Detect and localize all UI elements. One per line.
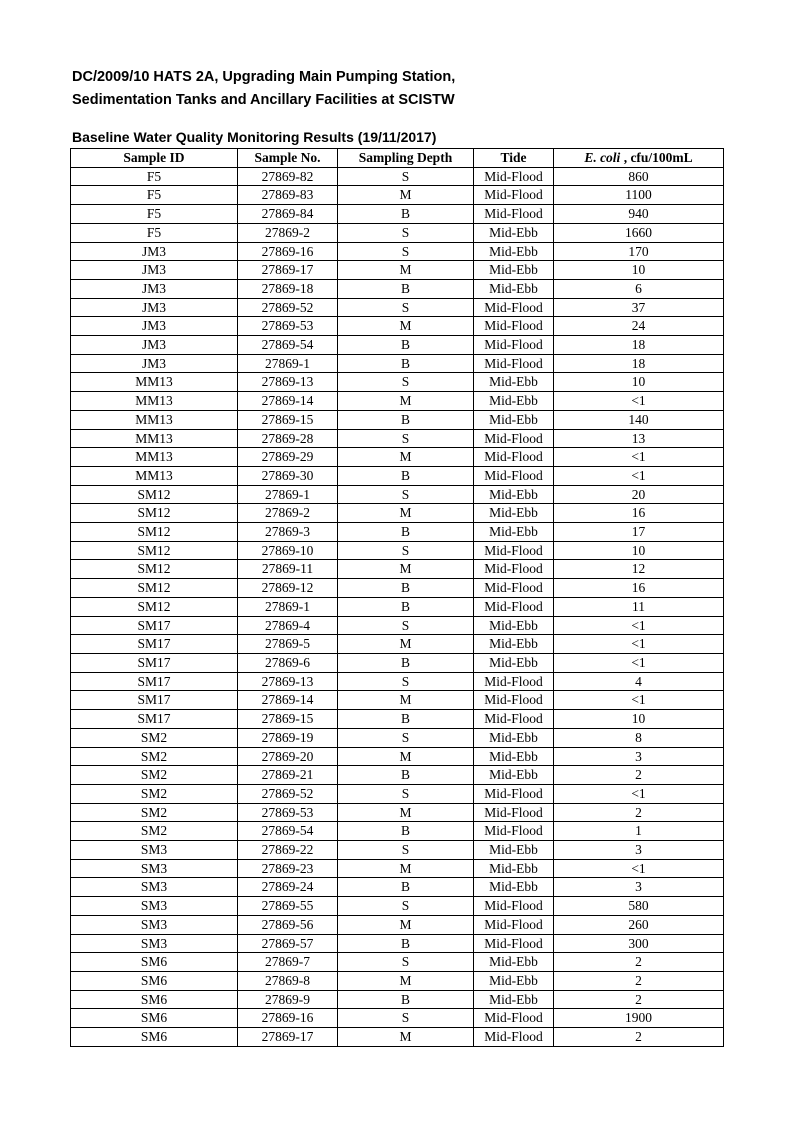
cell-tide: Mid-Ebb <box>474 485 554 504</box>
cell-ecoli: 12 <box>554 560 724 579</box>
cell-sampling-depth: S <box>338 223 474 242</box>
cell-sample-no: 27869-29 <box>238 448 338 467</box>
cell-sample-id: SM2 <box>71 728 238 747</box>
cell-ecoli: 20 <box>554 485 724 504</box>
cell-ecoli: 2 <box>554 766 724 785</box>
column-header-tide: Tide <box>474 149 554 168</box>
cell-sample-id: JM3 <box>71 336 238 355</box>
cell-ecoli: 2 <box>554 953 724 972</box>
cell-sample-id: SM3 <box>71 934 238 953</box>
cell-ecoli: 2 <box>554 990 724 1009</box>
cell-sampling-depth: M <box>338 560 474 579</box>
cell-tide: Mid-Ebb <box>474 971 554 990</box>
table-row <box>71 990 724 1009</box>
cell-ecoli: 300 <box>554 934 724 953</box>
cell-ecoli: 3 <box>554 878 724 897</box>
cell-sample-no: 27869-21 <box>238 766 338 785</box>
cell-sample-id: SM17 <box>71 691 238 710</box>
cell-sample-no: 27869-13 <box>238 672 338 691</box>
cell-sampling-depth: B <box>338 990 474 1009</box>
cell-tide: Mid-Ebb <box>474 523 554 542</box>
cell-sampling-depth: M <box>338 803 474 822</box>
cell-sampling-depth: B <box>338 336 474 355</box>
cell-ecoli: 37 <box>554 298 724 317</box>
cell-sampling-depth: S <box>338 485 474 504</box>
cell-ecoli: 3 <box>554 747 724 766</box>
cell-ecoli: 13 <box>554 429 724 448</box>
cell-tide: Mid-Flood <box>474 354 554 373</box>
cell-sample-no: 27869-1 <box>238 354 338 373</box>
cell-sample-no: 27869-83 <box>238 186 338 205</box>
table-row <box>71 429 724 448</box>
cell-sample-id: SM12 <box>71 560 238 579</box>
cell-sample-id: SM3 <box>71 915 238 934</box>
table-row <box>71 354 724 373</box>
cell-sample-no: 27869-20 <box>238 747 338 766</box>
cell-sampling-depth: M <box>338 859 474 878</box>
cell-sample-no: 27869-4 <box>238 616 338 635</box>
cell-ecoli: 1900 <box>554 1009 724 1028</box>
cell-tide: Mid-Flood <box>474 466 554 485</box>
cell-tide: Mid-Ebb <box>474 616 554 635</box>
cell-sample-no: 27869-1 <box>238 485 338 504</box>
cell-tide: Mid-Ebb <box>474 635 554 654</box>
table-row <box>71 747 724 766</box>
cell-sample-id: SM2 <box>71 784 238 803</box>
cell-sampling-depth: M <box>338 635 474 654</box>
cell-sample-id: SM3 <box>71 841 238 860</box>
cell-sample-no: 27869-57 <box>238 934 338 953</box>
cell-ecoli: 2 <box>554 803 724 822</box>
cell-sampling-depth: S <box>338 298 474 317</box>
table-row <box>71 560 724 579</box>
column-header-ecoli <box>554 149 724 168</box>
cell-sampling-depth: M <box>338 261 474 280</box>
table-row <box>71 410 724 429</box>
cell-ecoli: <1 <box>554 784 724 803</box>
cell-ecoli: <1 <box>554 691 724 710</box>
cell-sample-id: F5 <box>71 205 238 224</box>
cell-tide: Mid-Ebb <box>474 878 554 897</box>
cell-ecoli: <1 <box>554 616 724 635</box>
cell-sampling-depth: B <box>338 410 474 429</box>
cell-sample-no: 27869-55 <box>238 897 338 916</box>
cell-sampling-depth: S <box>338 897 474 916</box>
cell-sample-no: 27869-11 <box>238 560 338 579</box>
cell-sample-id: SM17 <box>71 616 238 635</box>
cell-ecoli: 10 <box>554 261 724 280</box>
cell-sampling-depth: S <box>338 1009 474 1028</box>
cell-sample-id: JM3 <box>71 298 238 317</box>
cell-tide: Mid-Flood <box>474 317 554 336</box>
cell-sampling-depth: B <box>338 205 474 224</box>
cell-sample-id: JM3 <box>71 317 238 336</box>
table-row <box>71 841 724 860</box>
cell-ecoli: <1 <box>554 859 724 878</box>
cell-sampling-depth: S <box>338 841 474 860</box>
cell-sample-id: SM2 <box>71 822 238 841</box>
cell-sample-no: 27869-54 <box>238 822 338 841</box>
cell-sample-no: 27869-13 <box>238 373 338 392</box>
table-row <box>71 485 724 504</box>
table-row <box>71 953 724 972</box>
cell-sampling-depth: S <box>338 672 474 691</box>
cell-sample-id: SM17 <box>71 635 238 654</box>
cell-tide: Mid-Ebb <box>474 653 554 672</box>
cell-tide: Mid-Flood <box>474 691 554 710</box>
cell-tide: Mid-Flood <box>474 336 554 355</box>
cell-tide: Mid-Flood <box>474 1009 554 1028</box>
cell-sample-id: SM17 <box>71 653 238 672</box>
cell-ecoli: <1 <box>554 653 724 672</box>
cell-sample-no: 27869-6 <box>238 653 338 672</box>
cell-sample-id: SM6 <box>71 1028 238 1047</box>
cell-sample-no: 27869-30 <box>238 466 338 485</box>
cell-sampling-depth: B <box>338 878 474 897</box>
cell-tide: Mid-Flood <box>474 803 554 822</box>
report-subtitle: Baseline Water Quality Monitoring Results (19/11/2017) <box>72 129 437 145</box>
cell-sample-no: 27869-54 <box>238 336 338 355</box>
cell-sampling-depth: M <box>338 1028 474 1047</box>
cell-sampling-depth: B <box>338 279 474 298</box>
cell-ecoli: 16 <box>554 504 724 523</box>
cell-sample-no: 27869-5 <box>238 635 338 654</box>
cell-sample-id: SM12 <box>71 504 238 523</box>
cell-tide: Mid-Flood <box>474 897 554 916</box>
cell-sampling-depth: S <box>338 167 474 186</box>
cell-sample-no: 27869-14 <box>238 392 338 411</box>
cell-tide: Mid-Flood <box>474 205 554 224</box>
column-header-sampling-depth: Sampling Depth <box>338 149 474 168</box>
table-row <box>71 672 724 691</box>
cell-sample-id: SM6 <box>71 953 238 972</box>
cell-sample-id: MM13 <box>71 410 238 429</box>
cell-tide: Mid-Flood <box>474 1028 554 1047</box>
cell-sample-no: 27869-22 <box>238 841 338 860</box>
cell-sampling-depth: S <box>338 953 474 972</box>
cell-sample-id: JM3 <box>71 242 238 261</box>
monitoring-results-table <box>70 148 724 1047</box>
cell-tide: Mid-Flood <box>474 934 554 953</box>
cell-sample-no: 27869-8 <box>238 971 338 990</box>
cell-ecoli: 3 <box>554 841 724 860</box>
cell-sample-id: SM12 <box>71 541 238 560</box>
cell-sample-id: SM12 <box>71 485 238 504</box>
cell-tide: Mid-Ebb <box>474 953 554 972</box>
cell-sampling-depth: M <box>338 747 474 766</box>
cell-sampling-depth: M <box>338 392 474 411</box>
cell-tide: Mid-Ebb <box>474 747 554 766</box>
table-row <box>71 710 724 729</box>
cell-ecoli: 1660 <box>554 223 724 242</box>
cell-sample-id: MM13 <box>71 448 238 467</box>
table-row <box>71 541 724 560</box>
cell-sample-no: 27869-23 <box>238 859 338 878</box>
cell-sample-no: 27869-12 <box>238 579 338 598</box>
table-row <box>71 822 724 841</box>
column-header-sample-no: Sample No. <box>238 149 338 168</box>
cell-sample-no: 27869-16 <box>238 1009 338 1028</box>
cell-sample-no: 27869-19 <box>238 728 338 747</box>
cell-sample-id: MM13 <box>71 466 238 485</box>
cell-tide: Mid-Flood <box>474 710 554 729</box>
cell-ecoli: 2 <box>554 1028 724 1047</box>
table-row <box>71 934 724 953</box>
cell-sampling-depth: M <box>338 448 474 467</box>
cell-ecoli: 24 <box>554 317 724 336</box>
cell-sampling-depth: M <box>338 915 474 934</box>
cell-ecoli: 6 <box>554 279 724 298</box>
table-row <box>71 504 724 523</box>
cell-tide: Mid-Ebb <box>474 242 554 261</box>
cell-sample-no: 27869-28 <box>238 429 338 448</box>
cell-sampling-depth: M <box>338 971 474 990</box>
cell-tide: Mid-Ebb <box>474 410 554 429</box>
cell-sample-id: MM13 <box>71 373 238 392</box>
cell-sampling-depth: B <box>338 354 474 373</box>
cell-sample-no: 27869-24 <box>238 878 338 897</box>
cell-sample-no: 27869-53 <box>238 317 338 336</box>
cell-ecoli: 940 <box>554 205 724 224</box>
table-row <box>71 1009 724 1028</box>
cell-sample-id: SM17 <box>71 672 238 691</box>
table-row <box>71 336 724 355</box>
table-row <box>71 448 724 467</box>
cell-sample-id: JM3 <box>71 279 238 298</box>
cell-sample-no: 27869-84 <box>238 205 338 224</box>
cell-tide: Mid-Flood <box>474 186 554 205</box>
cell-tide: Mid-Flood <box>474 541 554 560</box>
cell-sample-no: 27869-52 <box>238 784 338 803</box>
cell-sampling-depth: B <box>338 523 474 542</box>
cell-sampling-depth: S <box>338 429 474 448</box>
cell-sample-id: SM2 <box>71 747 238 766</box>
cell-sample-id: SM3 <box>71 859 238 878</box>
cell-ecoli: 10 <box>554 710 724 729</box>
cell-tide: Mid-Flood <box>474 579 554 598</box>
cell-ecoli: 4 <box>554 672 724 691</box>
cell-sample-id: MM13 <box>71 429 238 448</box>
cell-sample-id: MM13 <box>71 392 238 411</box>
cell-sample-no: 27869-1 <box>238 597 338 616</box>
table-row <box>71 373 724 392</box>
table-row <box>71 635 724 654</box>
cell-sampling-depth: S <box>338 784 474 803</box>
table-row <box>71 466 724 485</box>
cell-sample-no: 27869-53 <box>238 803 338 822</box>
cell-sampling-depth: S <box>338 242 474 261</box>
cell-ecoli: <1 <box>554 466 724 485</box>
cell-sample-id: F5 <box>71 223 238 242</box>
table-row <box>71 317 724 336</box>
cell-sample-id: SM6 <box>71 1009 238 1028</box>
table-row <box>71 223 724 242</box>
cell-tide: Mid-Ebb <box>474 373 554 392</box>
cell-ecoli: 140 <box>554 410 724 429</box>
cell-sampling-depth: S <box>338 541 474 560</box>
cell-sample-id: SM12 <box>71 597 238 616</box>
cell-sample-no: 27869-3 <box>238 523 338 542</box>
cell-tide: Mid-Ebb <box>474 261 554 280</box>
cell-tide: Mid-Ebb <box>474 766 554 785</box>
cell-sample-no: 27869-17 <box>238 1028 338 1047</box>
cell-sampling-depth: B <box>338 579 474 598</box>
table-row <box>71 859 724 878</box>
table-row <box>71 971 724 990</box>
cell-sampling-depth: M <box>338 504 474 523</box>
cell-ecoli: 1 <box>554 822 724 841</box>
table-row <box>71 205 724 224</box>
cell-sample-id: F5 <box>71 167 238 186</box>
cell-sample-id: JM3 <box>71 261 238 280</box>
table-row <box>71 784 724 803</box>
cell-tide: Mid-Ebb <box>474 504 554 523</box>
table-row <box>71 616 724 635</box>
table-row <box>71 167 724 186</box>
ecoli-unit-label: , cfu/100mL <box>620 150 693 165</box>
cell-sample-no: 27869-82 <box>238 167 338 186</box>
table-row <box>71 1028 724 1047</box>
cell-sample-no: 27869-2 <box>238 223 338 242</box>
header-row <box>71 149 724 168</box>
cell-sample-id: SM12 <box>71 523 238 542</box>
cell-sample-id: SM2 <box>71 803 238 822</box>
table-row <box>71 653 724 672</box>
project-title <box>72 66 692 111</box>
cell-sample-no: 27869-2 <box>238 504 338 523</box>
table-row <box>71 186 724 205</box>
cell-sample-no: 27869-18 <box>238 279 338 298</box>
cell-sample-id: SM6 <box>71 971 238 990</box>
cell-tide: Mid-Flood <box>474 822 554 841</box>
cell-ecoli: <1 <box>554 448 724 467</box>
cell-sample-no: 27869-7 <box>238 953 338 972</box>
cell-tide: Mid-Flood <box>474 429 554 448</box>
cell-sample-no: 27869-17 <box>238 261 338 280</box>
cell-sampling-depth: M <box>338 317 474 336</box>
cell-ecoli: 260 <box>554 915 724 934</box>
cell-tide: Mid-Ebb <box>474 841 554 860</box>
table-row <box>71 298 724 317</box>
cell-sampling-depth: M <box>338 186 474 205</box>
ecoli-italic-label: E. coli <box>584 150 621 165</box>
cell-tide: Mid-Flood <box>474 672 554 691</box>
cell-sampling-depth: S <box>338 728 474 747</box>
table-row <box>71 597 724 616</box>
cell-tide: Mid-Flood <box>474 915 554 934</box>
project-title-line1: DC/2009/10 HATS 2A, Upgrading Main Pumping Station, <box>72 69 456 85</box>
cell-tide: Mid-Ebb <box>474 392 554 411</box>
cell-ecoli: 2 <box>554 971 724 990</box>
cell-sample-id: SM17 <box>71 710 238 729</box>
cell-ecoli: 860 <box>554 167 724 186</box>
table-row <box>71 728 724 747</box>
cell-sampling-depth: B <box>338 597 474 616</box>
cell-sampling-depth: M <box>338 691 474 710</box>
cell-ecoli: <1 <box>554 635 724 654</box>
table-body <box>71 167 724 1046</box>
cell-sampling-depth: B <box>338 466 474 485</box>
cell-sampling-depth: B <box>338 766 474 785</box>
cell-tide: Mid-Ebb <box>474 279 554 298</box>
cell-sample-id: JM3 <box>71 354 238 373</box>
cell-sampling-depth: B <box>338 822 474 841</box>
table-row <box>71 392 724 411</box>
cell-tide: Mid-Flood <box>474 784 554 803</box>
cell-tide: Mid-Flood <box>474 597 554 616</box>
cell-sampling-depth: B <box>338 653 474 672</box>
cell-ecoli: 16 <box>554 579 724 598</box>
cell-sampling-depth: B <box>338 710 474 729</box>
cell-tide: Mid-Ebb <box>474 859 554 878</box>
cell-tide: Mid-Ebb <box>474 990 554 1009</box>
table-row <box>71 242 724 261</box>
cell-sample-id: SM12 <box>71 579 238 598</box>
project-title-line2: Sedimentation Tanks and Ancillary Facilities at SCISTW <box>72 91 455 108</box>
cell-ecoli: 170 <box>554 242 724 261</box>
table-row <box>71 897 724 916</box>
table-row <box>71 691 724 710</box>
cell-sample-id: F5 <box>71 186 238 205</box>
cell-sampling-depth: B <box>338 934 474 953</box>
cell-ecoli: 8 <box>554 728 724 747</box>
cell-ecoli: 18 <box>554 336 724 355</box>
cell-sample-no: 27869-56 <box>238 915 338 934</box>
table-row <box>71 261 724 280</box>
cell-sample-no: 27869-16 <box>238 242 338 261</box>
cell-sample-id: SM6 <box>71 990 238 1009</box>
cell-sample-no: 27869-10 <box>238 541 338 560</box>
cell-tide: Mid-Ebb <box>474 728 554 747</box>
cell-tide: Mid-Flood <box>474 560 554 579</box>
cell-sampling-depth: S <box>338 373 474 392</box>
cell-sample-id: SM2 <box>71 766 238 785</box>
cell-tide: Mid-Flood <box>474 167 554 186</box>
cell-sample-id: SM3 <box>71 897 238 916</box>
column-header-sample-id: Sample ID <box>71 149 238 168</box>
cell-sample-no: 27869-14 <box>238 691 338 710</box>
table-header <box>71 149 724 168</box>
cell-tide: Mid-Ebb <box>474 223 554 242</box>
table-row <box>71 878 724 897</box>
cell-sample-no: 27869-15 <box>238 710 338 729</box>
table-row <box>71 279 724 298</box>
table-row <box>71 579 724 598</box>
cell-ecoli: 11 <box>554 597 724 616</box>
cell-ecoli: 1100 <box>554 186 724 205</box>
cell-sample-id: SM3 <box>71 878 238 897</box>
cell-ecoli: <1 <box>554 392 724 411</box>
cell-ecoli: 18 <box>554 354 724 373</box>
cell-tide: Mid-Flood <box>474 448 554 467</box>
cell-sample-no: 27869-52 <box>238 298 338 317</box>
cell-sample-no: 27869-15 <box>238 410 338 429</box>
table-row <box>71 523 724 542</box>
table-row <box>71 766 724 785</box>
cell-ecoli: 10 <box>554 541 724 560</box>
cell-ecoli: 10 <box>554 373 724 392</box>
cell-ecoli: 580 <box>554 897 724 916</box>
cell-ecoli: 17 <box>554 523 724 542</box>
cell-tide: Mid-Flood <box>474 298 554 317</box>
cell-sampling-depth: S <box>338 616 474 635</box>
cell-sample-no: 27869-9 <box>238 990 338 1009</box>
table-row <box>71 915 724 934</box>
table-row <box>71 803 724 822</box>
